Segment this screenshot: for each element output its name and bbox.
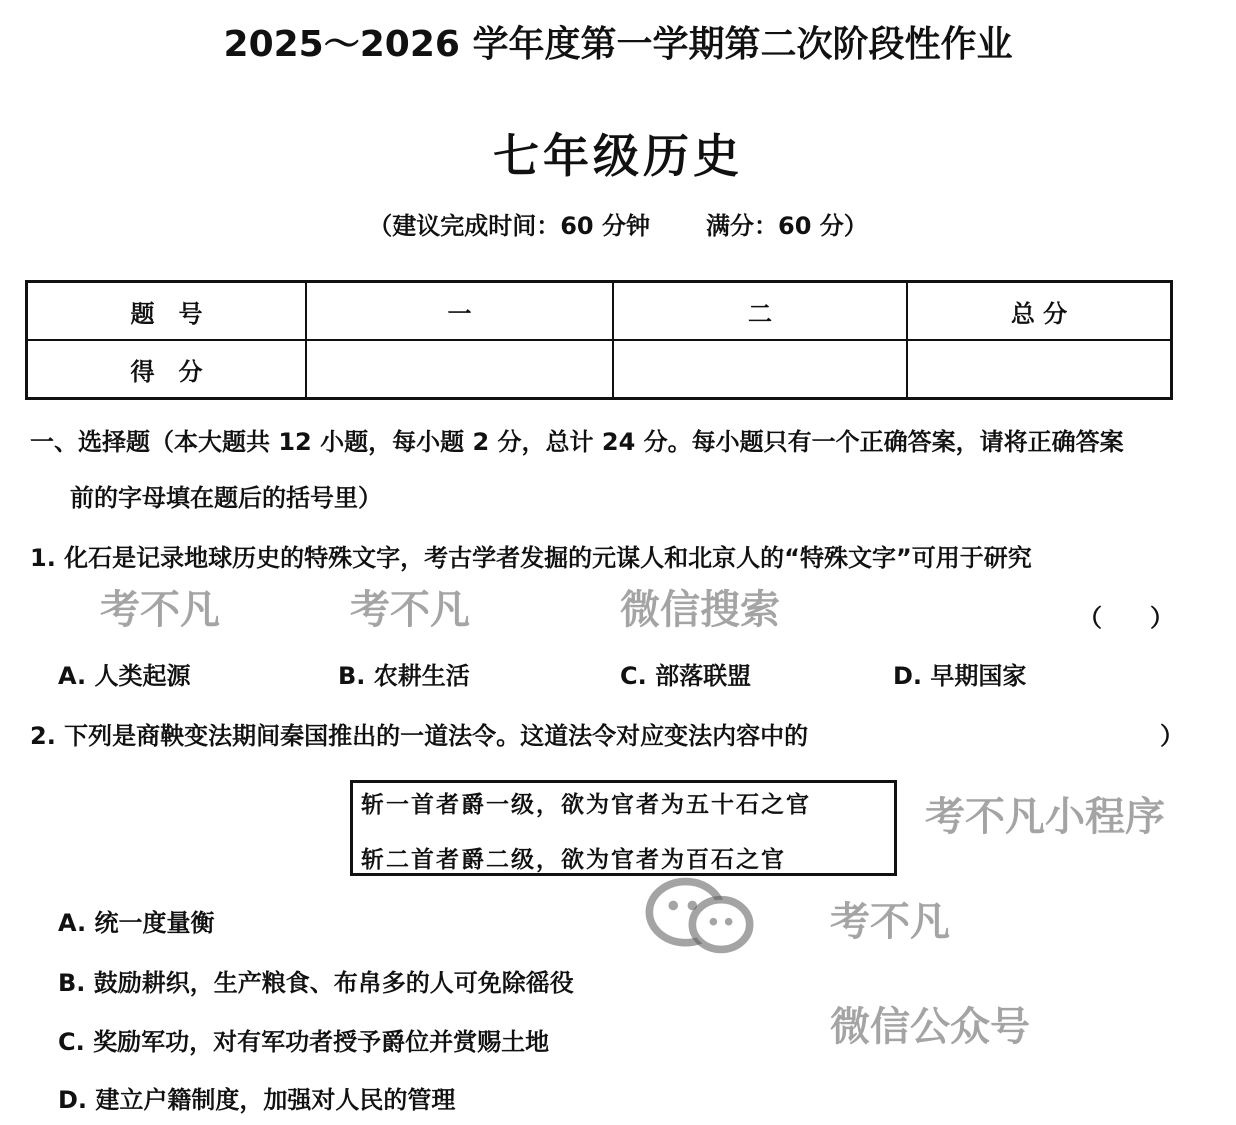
watermark-text: 微信公众号 [830,1004,1030,1050]
question-2-option-b: B. 鼓励耕织，生产粮食、布帛多的人可免除徭役 [58,969,574,997]
score-header-label: 题 号 [27,282,307,341]
question-1-option-b: B. 农耕生活 [338,662,470,690]
section-heading-cont: 前的字母填在题后的括号里） [70,484,382,512]
watermark-text: 考不凡 [350,587,470,633]
score-note: 满分：60 分） [706,212,868,240]
question-2-stem: 2. 下列是商鞅变法期间秦国推出的一道法令。这道法令对应变法内容中的 [30,722,809,750]
score-row-label: 得 分 [27,340,307,399]
score-cell-part2 [613,340,907,399]
question-1-answer-paren: （ ） [1078,604,1174,632]
decree-line-2: 斩二首者爵二级，欲为官者为百石之官 [361,847,786,873]
question-2-option-a: A. 统一度量衡 [58,909,215,937]
section-heading: 一、选择题（本大题共 12 小题，每小题 2 分，总计 24 分。每小题只有一个正确答案，请将正确答案 [30,428,1124,456]
watermark-text: 考不凡 [100,587,220,633]
wechat-logo-icon [640,872,760,958]
score-table [25,280,1173,400]
watermark-text: 考不凡 [830,899,950,945]
score-header-part2: 二 [613,282,907,341]
watermark-text: 考不凡小程序 [925,794,1165,840]
question-2-answer-paren: ） [1160,722,1184,750]
score-header-total: 总 分 [907,282,1172,341]
score-cell-total [907,340,1172,399]
question-1-option-a: A. 人类起源 [58,662,191,690]
time-note: （建议完成时间：60 分钟 [368,212,650,240]
decree-box [350,780,897,876]
question-2-option-d: D. 建立户籍制度，加强对人民的管理 [58,1086,456,1114]
question-1-option-c: C. 部落联盟 [620,662,752,690]
question-1-option-d: D. 早期国家 [893,662,1027,690]
subject-title: 七年级历史 [493,129,743,183]
watermark-text: 微信搜索 [620,587,780,633]
question-1-stem: 1. 化石是记录地球历史的特殊文字，考古学者发掘的元谋人和北京人的“特殊文字”可用于研究 [30,544,1032,572]
question-2-option-c: C. 奖励军功，对有军功者授予爵位并赏赐土地 [58,1028,550,1056]
score-header-part1: 一 [306,282,613,341]
score-cell-part1 [306,340,613,399]
exam-title: 2025～2026 学年度第一学期第二次阶段性作业 [223,24,1013,65]
exam-note [0,206,1236,241]
decree-line-1: 斩一首者爵一级，欲为官者为五十石之官 [361,792,811,818]
